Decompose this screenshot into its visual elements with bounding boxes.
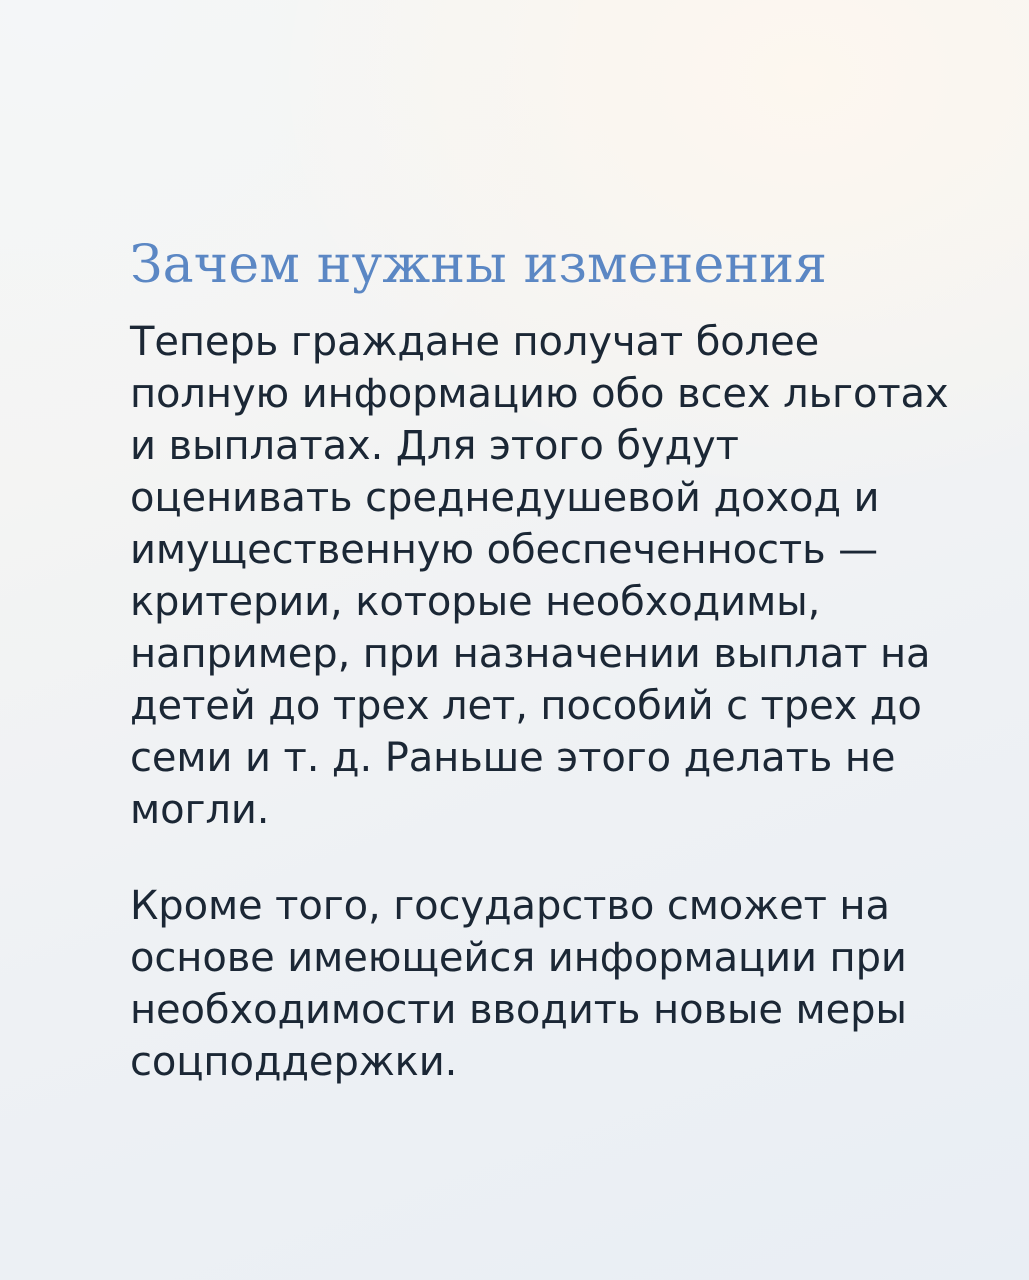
- body-paragraph-2: Кроме того, государство сможет на основе имеющейся информации при необходимости вводить новые меры соцподдержки.: [130, 883, 907, 1086]
- card-content: [130, 236, 950, 1088]
- body-paragraph-1: Теперь граждане получат более полную информацию обо всех льготах и выплатах. Для этого будут оценивать среднедушевой доход и имущественную обеспеченность — критерии, которые необходимы, например, при назначении выплат на детей до трех лет, пособий с трех до семи и т. д. Раньше этого делать не могли.: [130, 319, 949, 834]
- page-title: Зачем нужны изменения: [130, 235, 828, 295]
